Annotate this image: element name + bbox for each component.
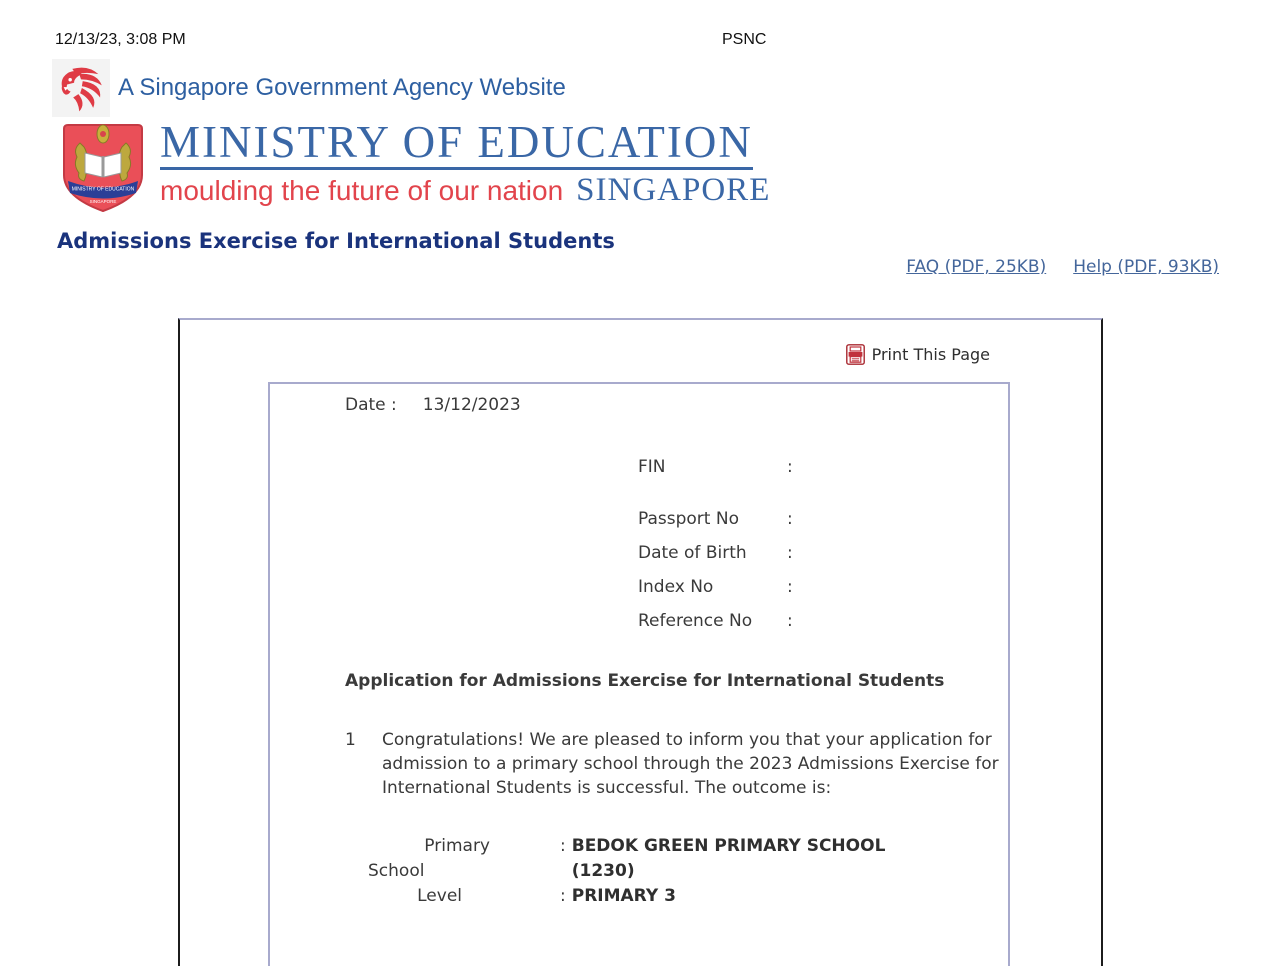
crest-country-text: SINGAPORE (89, 199, 117, 204)
moe-country: SINGAPORE (576, 172, 771, 208)
date-of-birth-label: Date of Birth (638, 543, 747, 563)
fin-separator: : (787, 457, 793, 477)
page-title: Admissions Exercise for International Students (57, 229, 615, 253)
lion-head-icon (52, 59, 110, 117)
level-label (345, 884, 490, 909)
faq-link[interactable]: FAQ (PDF, 25KB) (906, 257, 1047, 277)
primary-school-label (345, 834, 490, 884)
level-label-line1: Level (417, 885, 462, 906)
field-passport-no (638, 509, 1008, 529)
outcome-row-primary-school (345, 834, 1008, 884)
moe-tagline: moulding the future of our nation (160, 175, 564, 206)
outcome-row-level (345, 884, 1008, 909)
paragraph-1-text: Congratulations! We are pleased to inform you that your application for admission to a primary school through the 2023 Admissions Exercise for International Students is successful. The outcome is: (382, 729, 999, 798)
application-section-title: Application for Admissions Exercise for International Students (345, 671, 945, 691)
moe-logo (58, 119, 1280, 216)
particulars-block (638, 457, 1008, 631)
primary-school-label-line2: School (368, 860, 425, 881)
print-timestamp: 12/13/23, 3:08 PM (55, 31, 186, 48)
sg-gov-banner (52, 59, 1280, 117)
moe-subtitle-row (160, 172, 770, 209)
browser-print-header (0, 31, 1280, 50)
field-reference-no (638, 611, 1008, 631)
moe-crest-icon (58, 119, 148, 216)
print-this-page-button[interactable] (180, 344, 990, 365)
date-of-birth-separator: : (787, 543, 793, 563)
help-links-row (0, 257, 1219, 277)
index-no-separator: : (787, 577, 793, 597)
primary-school-value-line2: (1230) (571, 860, 635, 881)
reference-no-label: Reference No (638, 611, 753, 631)
date-row (345, 395, 1008, 415)
paragraph-1-number: 1 (345, 729, 356, 750)
index-no-label: Index No (638, 577, 714, 597)
level-value (572, 884, 676, 909)
moe-title: MINISTRY OF EDUCATION (160, 119, 753, 170)
reference-no-separator: : (787, 611, 793, 631)
passport-no-label: Passport No (638, 509, 739, 529)
print-this-page-label: Print This Page (871, 345, 990, 364)
field-index-no (638, 577, 1008, 597)
crest-ribbon-text: MINISTRY OF EDUCATION (71, 186, 135, 193)
gov-banner-text: A Singapore Government Agency Website (118, 74, 566, 101)
date-value: 13/12/2023 (422, 395, 521, 415)
date-label: Date : (345, 395, 397, 415)
passport-no-separator: : (787, 509, 793, 529)
letter-box (268, 382, 1010, 966)
level-separator: : (560, 885, 566, 906)
field-date-of-birth (638, 543, 1008, 563)
content-frame (178, 318, 1103, 966)
primary-school-value-line1: BEDOK GREEN PRIMARY SCHOOL (571, 835, 886, 856)
help-link[interactable]: Help (PDF, 93KB) (1073, 257, 1219, 277)
paragraph-1 (345, 728, 1008, 800)
primary-school-value (572, 834, 886, 884)
primary-school-separator: : (560, 835, 566, 856)
primary-school-label-line1: Primary (424, 835, 490, 856)
moe-logo-text (160, 119, 770, 216)
field-fin (638, 457, 1008, 477)
fin-label: FIN (638, 457, 666, 477)
level-value-line1: PRIMARY 3 (571, 885, 676, 906)
outcome-block (345, 834, 1008, 910)
print-page-title: PSNC (722, 31, 767, 48)
printer-icon (846, 344, 865, 365)
